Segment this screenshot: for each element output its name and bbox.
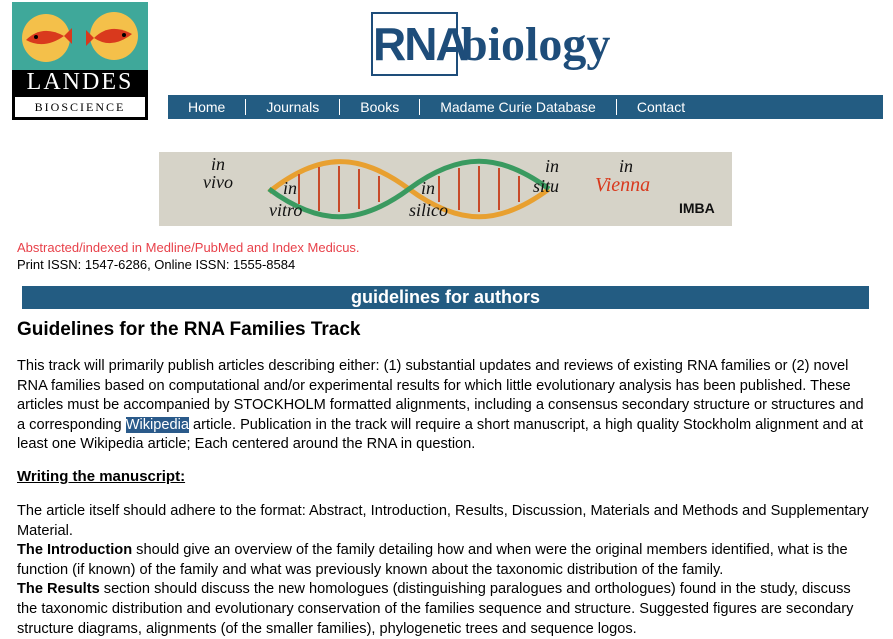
journal-title-biology: biology xyxy=(461,18,611,71)
banner-word: situ xyxy=(533,176,560,196)
banner-org: IMBA xyxy=(679,200,715,216)
nav-books[interactable]: Books xyxy=(360,99,400,115)
conference-banner[interactable] xyxy=(159,152,732,226)
banner-word: Vienna xyxy=(595,174,651,196)
nav-madame-curie-database[interactable]: Madame Curie Database xyxy=(440,99,596,115)
introduction-label: The Introduction xyxy=(17,542,133,559)
intro-text-before: This track will primarily publish articles describing either: (1) substantial updates and reviews of existing RNA families or (2) novel RNA families based on computational and/or experimental results for which little evolutionary analysis has been published. These articles must be accompanied by STOCKHOLM formatted alignments, including a consensus secondary structure or structures and a corresponding xyxy=(17,358,864,433)
publisher-logo[interactable] xyxy=(12,2,148,120)
logo-line2: BIOSCIENCE xyxy=(15,97,145,117)
intro-paragraph xyxy=(17,357,875,455)
banner-word: in xyxy=(283,178,298,198)
banner-word: in xyxy=(211,154,226,174)
main-nav xyxy=(168,95,883,119)
format-text: The article itself should adhere to the format: Abstract, Introduction, Results, Discussion, Materials and Methods and Supplementary Material. xyxy=(17,503,869,539)
nav-home[interactable]: Home xyxy=(188,99,226,115)
banner-word: in xyxy=(619,156,634,176)
writing-body xyxy=(17,502,875,639)
banner-word: in xyxy=(545,156,560,176)
journal-title-rna: RNA xyxy=(371,12,458,76)
banner-word: vitro xyxy=(269,200,303,220)
nav-journals[interactable]: Journals xyxy=(266,99,320,115)
fish-logo-icon xyxy=(12,2,148,70)
results-label: The Results xyxy=(17,581,100,598)
introduction-paragraph xyxy=(17,541,875,580)
results-paragraph xyxy=(17,580,875,639)
section-title-bar: guidelines for authors xyxy=(22,286,869,309)
nav-contact[interactable]: Contact xyxy=(636,99,686,115)
wikipedia-link[interactable]: Wikipedia xyxy=(125,416,189,433)
indexed-note: Abstracted/indexed in Medline/PubMed and Index Medicus. xyxy=(17,240,360,255)
introduction-text: should give an overview of the family detailing how and when were the original members identified, what is the function (if known) of the family and what was previously known about the taxonomic distribution of the family. xyxy=(17,542,848,578)
banner-word: silico xyxy=(409,200,448,220)
banner-word: vivo xyxy=(203,172,233,192)
page-title: Guidelines for the RNA Families Track xyxy=(17,319,361,340)
issn-info: Print ISSN: 1547-6286, Online ISSN: 1555-8584 xyxy=(17,257,296,272)
results-text: section should discuss the new homologues (distinguishing paralogues and orthologues) found in the study, discuss the taxonomic distribution and evolutionary conservation of the families sequence and structure. Suggested figures are secondary structure diagrams, alignments (of the smaller families), phylogenetic trees and sequence logos. xyxy=(17,581,854,637)
writing-manuscript-heading: Writing the manuscript: xyxy=(17,468,186,485)
intro-text-after: article. Publication in the track will require a short manuscript, a high quality Stockholm alignment and at least one Wikipedia article; Each centered around the RNA in question. xyxy=(17,416,864,453)
banner-word: in xyxy=(421,178,436,198)
logo-line1: LANDES xyxy=(12,70,148,94)
